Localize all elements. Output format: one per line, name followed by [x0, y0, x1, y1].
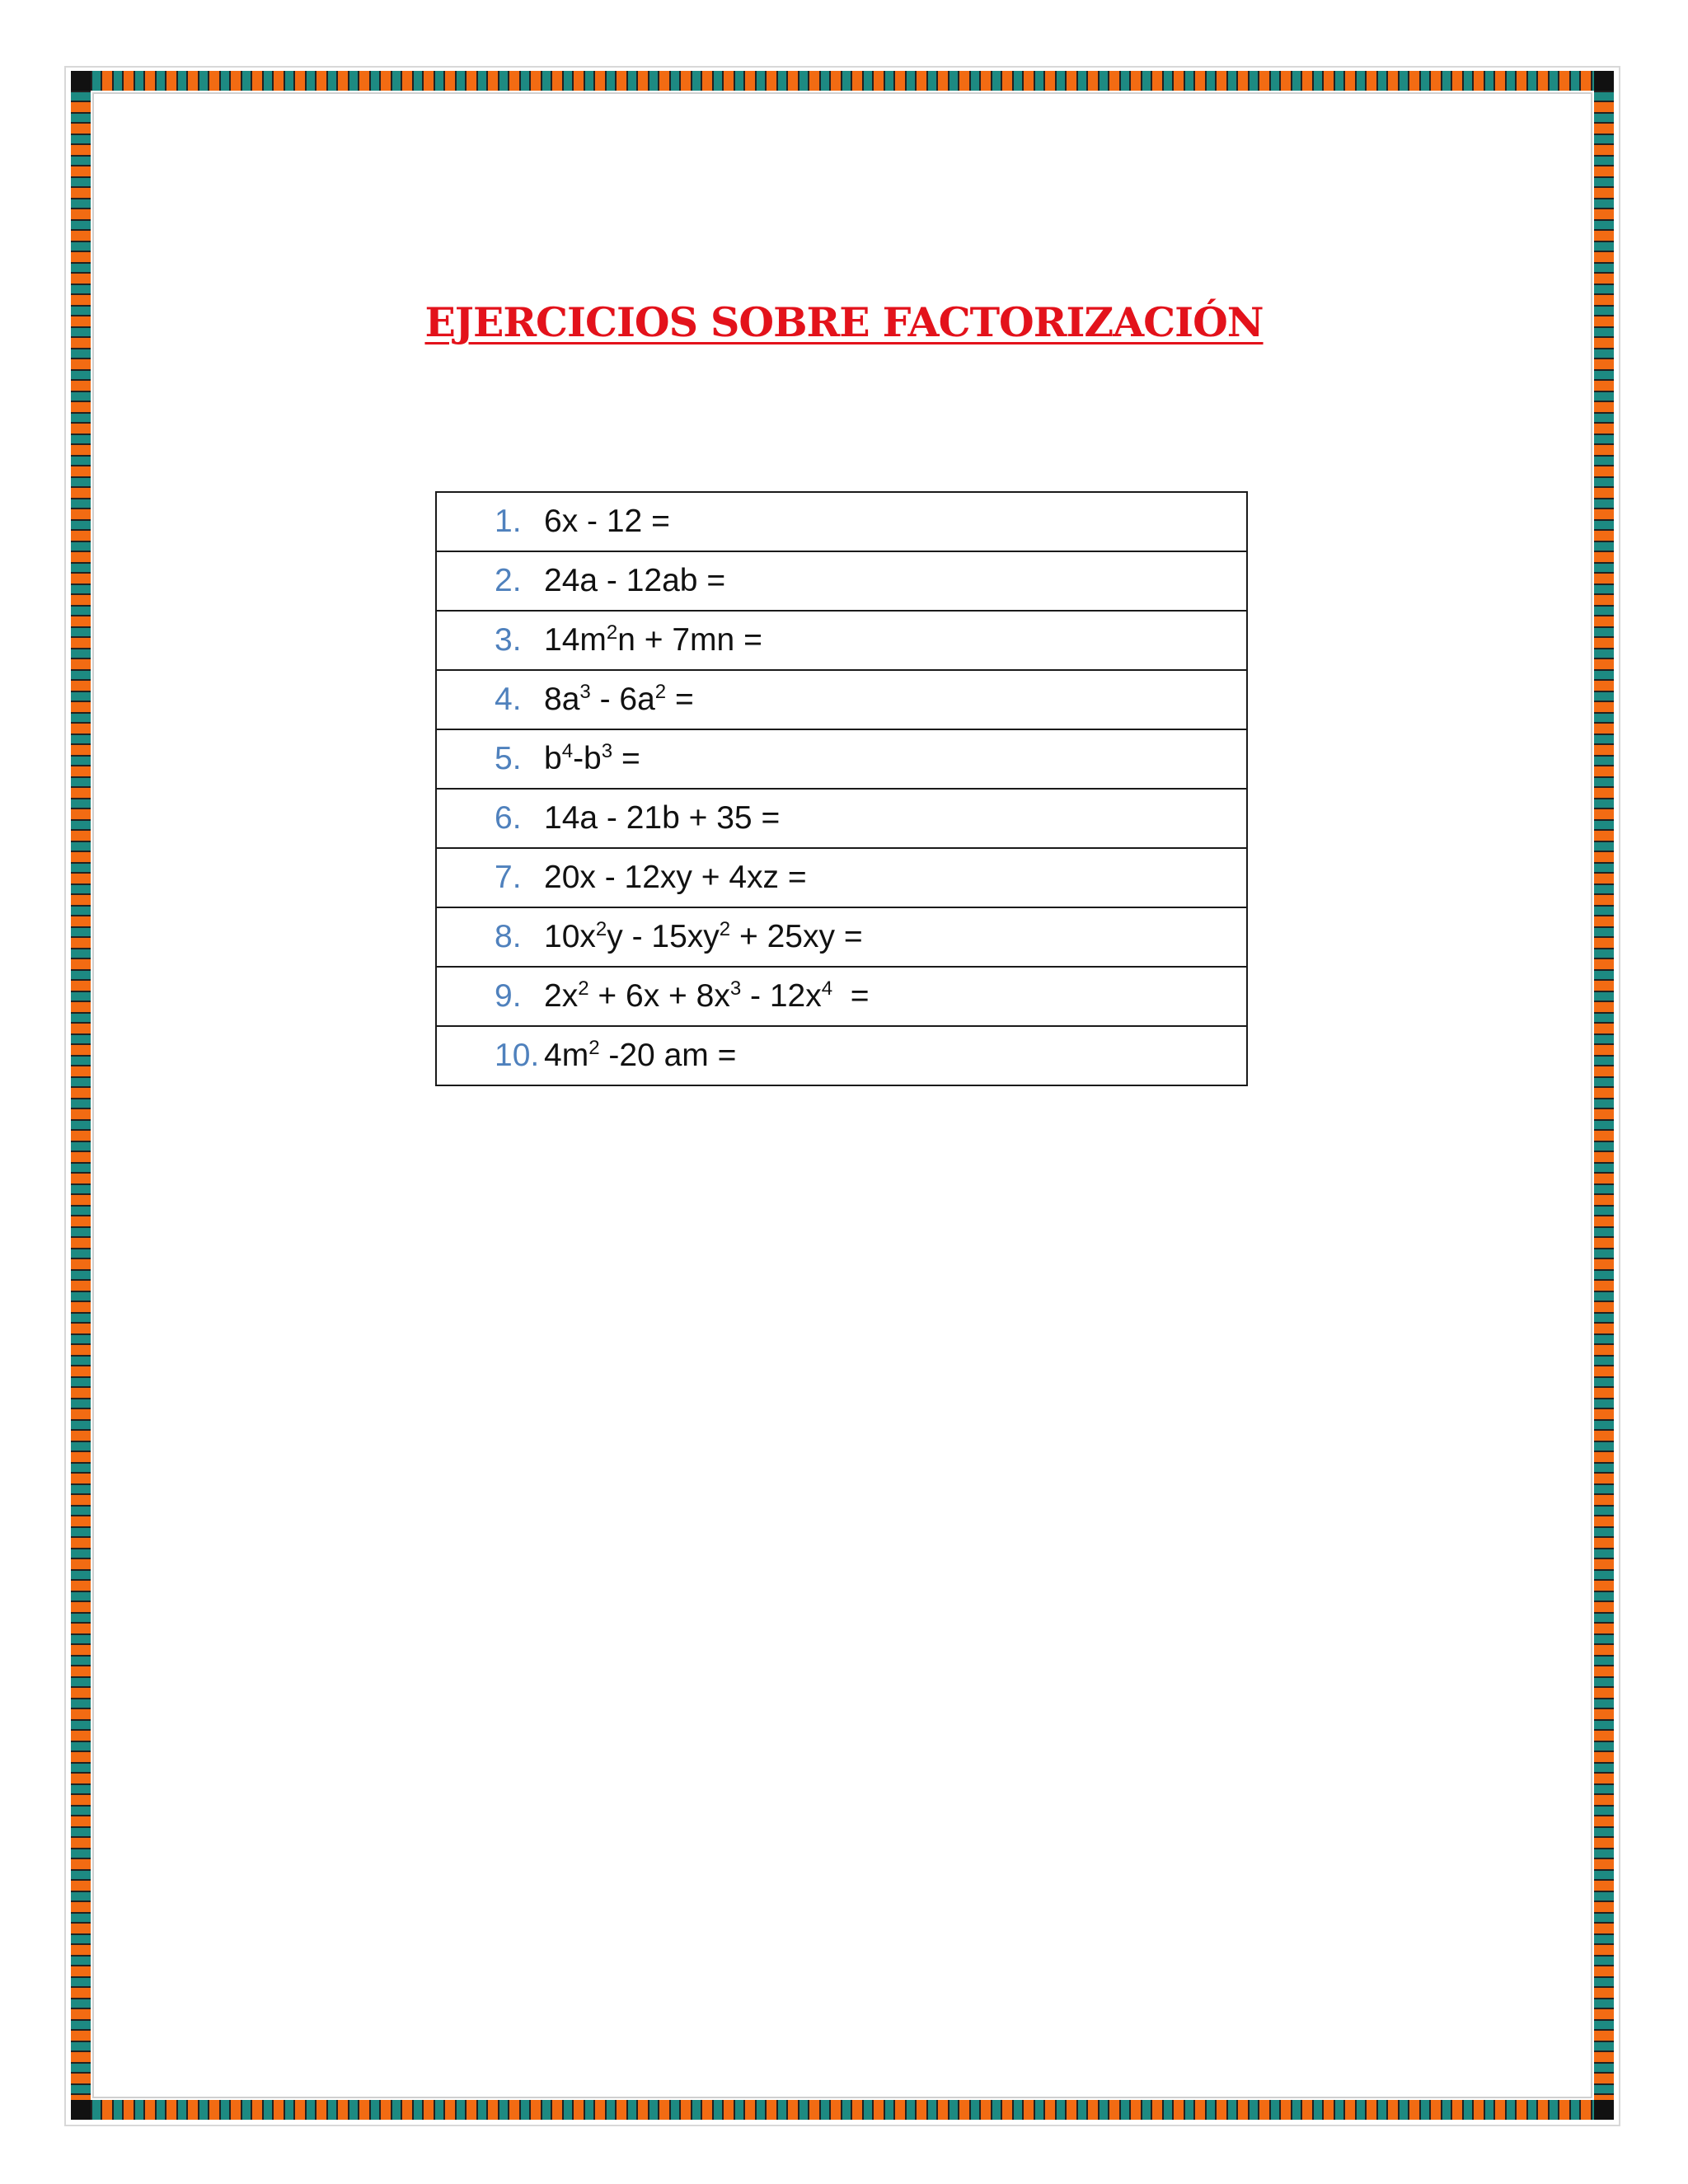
expression-part: - 12x [741, 978, 822, 1014]
table-row [436, 789, 1247, 848]
expression-part: = [666, 682, 694, 717]
exponent: 2 [595, 918, 607, 940]
expression-part: = [832, 978, 870, 1014]
exercise-cell [436, 492, 1247, 551]
expression-part: 4m [544, 1038, 589, 1073]
exercise-number: 6. [495, 800, 522, 836]
table-row [436, 551, 1247, 611]
table-row [436, 1026, 1247, 1085]
decorative-border-right [1594, 71, 1614, 2120]
expression-part: -b [573, 741, 602, 776]
expression-part: -20 am = [599, 1038, 737, 1073]
exponent: 4 [821, 977, 833, 1000]
exercise-cell [436, 670, 1247, 729]
expression-part: b [544, 741, 562, 776]
decorative-border-left [71, 71, 91, 2120]
exercise-cell [436, 729, 1247, 789]
border-corner [1594, 2100, 1614, 2120]
table-row [436, 670, 1247, 729]
border-corner [71, 2100, 91, 2120]
expression-part: n + 7mn = [617, 622, 762, 658]
expression-part: 8a [544, 682, 580, 717]
exponent: 3 [729, 977, 742, 1000]
exercise-expression: 14a - 21b + 35 = [544, 800, 781, 836]
expression-part: = [612, 741, 640, 776]
expression-part: + 25xy = [730, 919, 863, 954]
table-row [436, 848, 1247, 907]
table-row [436, 611, 1247, 670]
exponent: 4 [561, 740, 574, 762]
page-title: EJERCICIOS SOBRE FACTORIZACIÓN [424, 298, 1264, 346]
exercise-number: 1. [495, 504, 522, 539]
border-corner [1594, 71, 1614, 91]
exercise-cell [436, 789, 1247, 848]
exercise-number: 2. [495, 563, 522, 598]
decorative-border-top [71, 71, 1614, 91]
inner-border-line [92, 92, 1592, 2098]
exercise-expression: 6x - 12 = [544, 504, 670, 539]
exercise-cell [436, 611, 1247, 670]
expression-part: + 6x + 8x [588, 978, 730, 1014]
exercise-cell [436, 551, 1247, 611]
exponent: 2 [654, 681, 667, 703]
border-corner [71, 71, 91, 91]
expression-part: y - 15xy [607, 919, 720, 954]
expression-part: 10x [544, 919, 596, 954]
exponent: 3 [579, 681, 591, 703]
exponent: 2 [719, 918, 731, 940]
exponent: 2 [588, 1037, 600, 1059]
exercise-number: 9. [495, 978, 522, 1014]
exponent: 2 [606, 621, 618, 644]
exercise-number: 7. [495, 860, 522, 895]
table-row [436, 729, 1247, 789]
table-row [436, 967, 1247, 1026]
exercise-number: 8. [495, 919, 522, 954]
exercise-cell [436, 907, 1247, 967]
exercise-expression: 20x - 12xy + 4xz = [544, 860, 807, 895]
exercise-number: 3. [495, 622, 522, 658]
table-row [436, 907, 1247, 967]
exercise-number: 5. [495, 741, 522, 776]
expression-part: 2x [544, 978, 579, 1014]
exercise-cell [436, 967, 1247, 1026]
exponent: 2 [578, 977, 589, 1000]
exercise-expression: 24a - 12ab = [544, 563, 726, 598]
table-row [436, 492, 1247, 551]
exercise-number: 10. [495, 1038, 540, 1073]
exponent: 3 [601, 740, 613, 762]
exercise-cell [436, 1026, 1247, 1085]
exercise-cell [436, 848, 1247, 907]
exercise-number: 4. [495, 682, 522, 717]
exercise-table [435, 491, 1248, 1086]
decorative-border-bottom [71, 2100, 1614, 2120]
expression-part: - 6a [590, 682, 655, 717]
expression-part: 14m [544, 622, 607, 658]
